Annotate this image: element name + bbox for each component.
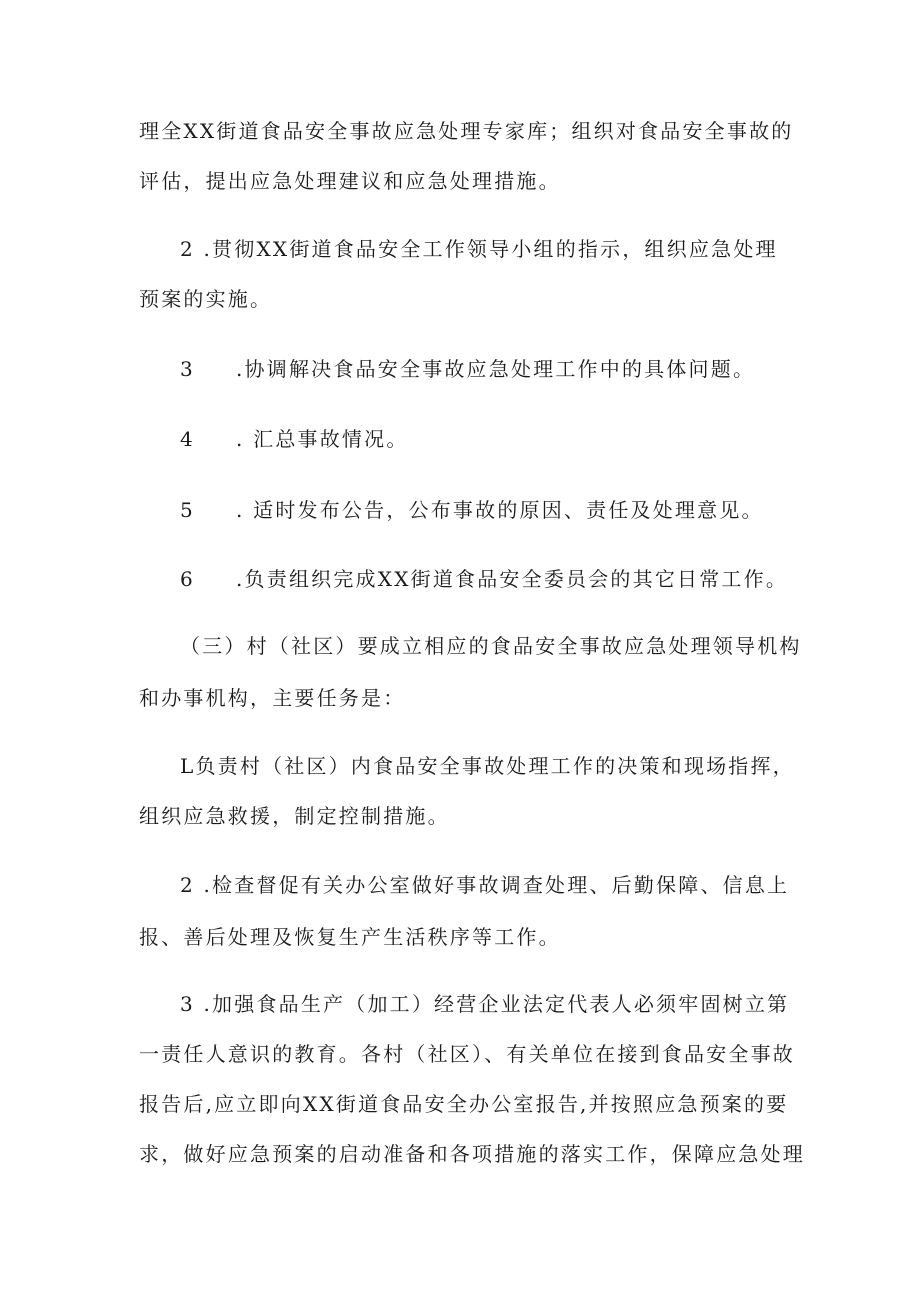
text-line: 报、善后处理及恢复生产生活秩序等工作。 [139,925,561,949]
item-number: 4 [180,427,195,451]
list-item-2: 2 .贯彻XX街道食品安全工作领导小组的指示，组织应急处理 [180,237,778,261]
item-number: 5 [180,498,195,522]
sub-item-3: 3 .加强食品生产（加工）经营企业法定代表人必须牢固树立第 [180,992,790,1016]
text-line: 一责任人意识的教育。各村（社区）、有关单位在接到食品安全事故 [139,1042,795,1066]
item-text: . 汇总事故情况。 [236,427,409,451]
list-item-5 [180,496,830,524]
sub-item-2: 2 .检查督促有关办公室做好事故调查处理、后勤保障、信息上 [180,873,790,897]
item-text: .负责组织完成XX街道食品安全委员会的其它日常工作。 [236,567,789,591]
text-line: 求，做好应急预案的启动准备和各项措施的落实工作，保障应急处理 [139,1142,805,1166]
item-text: . 适时发布公告，公布事故的原因、责任及处理意见。 [236,498,764,522]
text-line: 组织应急救援，制定控制措施。 [139,804,450,828]
item-text: .协调解决食品安全事故应急处理工作中的具体问题。 [236,357,756,381]
sub-item-1: L负责村（社区）内食品安全事故处理工作的决策和现场指挥， [180,754,795,778]
text-line: 预案的实施。 [139,287,273,311]
section-heading-3: （三）村（社区）要成立相应的食品安全事故应急处理领导机构 [180,634,802,658]
list-item-4 [180,425,830,453]
item-number: 3 [180,357,195,381]
text-line: 报告后,应立即向XX街道食品安全办公室报告,并按照应急预案的要 [139,1092,789,1116]
list-item-6 [180,565,830,593]
text-line: 和办事机构，主要任务是： [139,686,406,710]
text-line: 理全XX街道食品安全事故应急处理专家库；组织对食品安全事故的 [139,119,794,143]
item-number: 6 [180,567,195,591]
text-line: 评估，提出应急处理建议和应急处理措施。 [139,169,561,193]
list-item-3 [180,355,830,383]
